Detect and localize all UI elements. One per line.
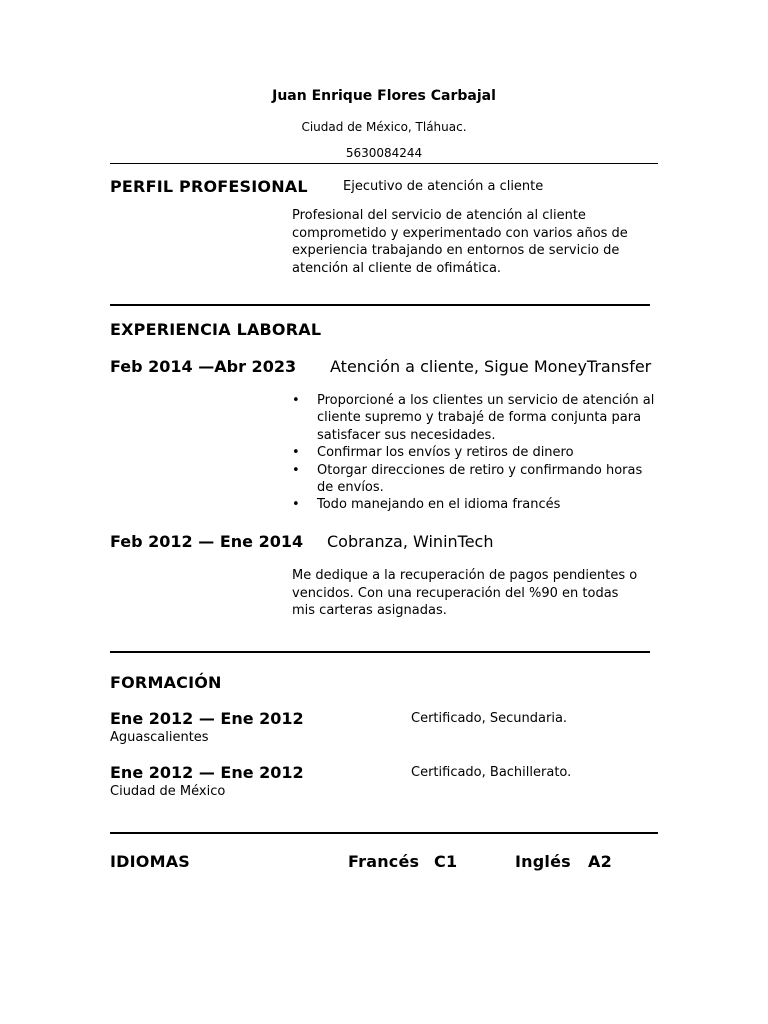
divider-experience xyxy=(110,651,650,653)
education-1-dates: Ene 2012 — Ene 2012 xyxy=(110,709,304,728)
education-1-place: Aguascalientes xyxy=(110,730,209,745)
language-2-name: Inglés xyxy=(515,852,571,871)
education-1-title: Certificado, Secundaria. xyxy=(411,711,568,726)
divider-profile xyxy=(110,304,650,306)
job-2-dates: Feb 2012 — Ene 2014 xyxy=(110,532,304,551)
bullet-glyph: • xyxy=(292,445,300,461)
bullet-glyph: • xyxy=(292,462,300,478)
education-2-title: Certificado, Bachillerato. xyxy=(411,765,572,780)
job-1-bullet-1: Proporcioné a los clientes un servicio de atención al cliente supremo y trabajé de forma conjunta para satisfacer sus necesidades. xyxy=(317,393,655,443)
job-1-bullet-4: Todo manejando en el idioma francés xyxy=(317,497,561,513)
section-heading-education: FORMACIÓN xyxy=(110,673,222,692)
education-2-dates: Ene 2012 — Ene 2012 xyxy=(110,763,304,782)
job-1-bullet-list xyxy=(292,392,657,514)
language-2-level: A2 xyxy=(588,852,612,871)
list-item xyxy=(292,462,657,497)
divider-header xyxy=(110,163,658,164)
list-item xyxy=(292,392,657,444)
section-heading-experience: EXPERIENCIA LABORAL xyxy=(110,320,322,339)
candidate-name: Juan Enrique Flores Carbajal xyxy=(272,88,496,104)
job-1-role: Atención a cliente, Sigue MoneyTransfer xyxy=(330,357,652,376)
job-1-bullet-3: Otorgar direcciones de retiro y confirmando horas de envíos. xyxy=(317,462,643,496)
section-heading-profile: PERFIL PROFESIONAL xyxy=(110,177,308,196)
section-heading-languages: IDIOMAS xyxy=(110,852,191,871)
job-1-bullet-2: Confirmar los envíos y retiros de dinero xyxy=(317,445,574,461)
language-1-name: Francés xyxy=(348,852,420,871)
bullet-glyph: • xyxy=(292,497,300,513)
candidate-location: Ciudad de México, Tláhuac. xyxy=(301,120,467,134)
education-2-place: Ciudad de México xyxy=(110,784,226,799)
job-2-description: Me dedique a la recuperación de pagos pendientes o vencidos. Con una recuperación del %90 en todas mis carteras asignadas. xyxy=(292,568,638,619)
list-item xyxy=(292,444,657,461)
profile-title: Ejecutivo de atención a cliente xyxy=(343,179,544,194)
profile-summary: Profesional del servicio de atención al cliente comprometido y experimentado con varios años de experiencia trabajando en entornos de servicio de atención al cliente de ofimática. xyxy=(292,208,628,276)
job-2-role: Cobranza, WininTech xyxy=(327,532,494,551)
bullet-glyph: • xyxy=(292,393,300,408)
list-item xyxy=(292,496,657,513)
candidate-phone: 5630084244 xyxy=(345,146,423,160)
job-1-dates: Feb 2014 —Abr 2023 xyxy=(110,357,297,376)
divider-education xyxy=(110,832,658,834)
language-1-level: C1 xyxy=(434,852,458,871)
